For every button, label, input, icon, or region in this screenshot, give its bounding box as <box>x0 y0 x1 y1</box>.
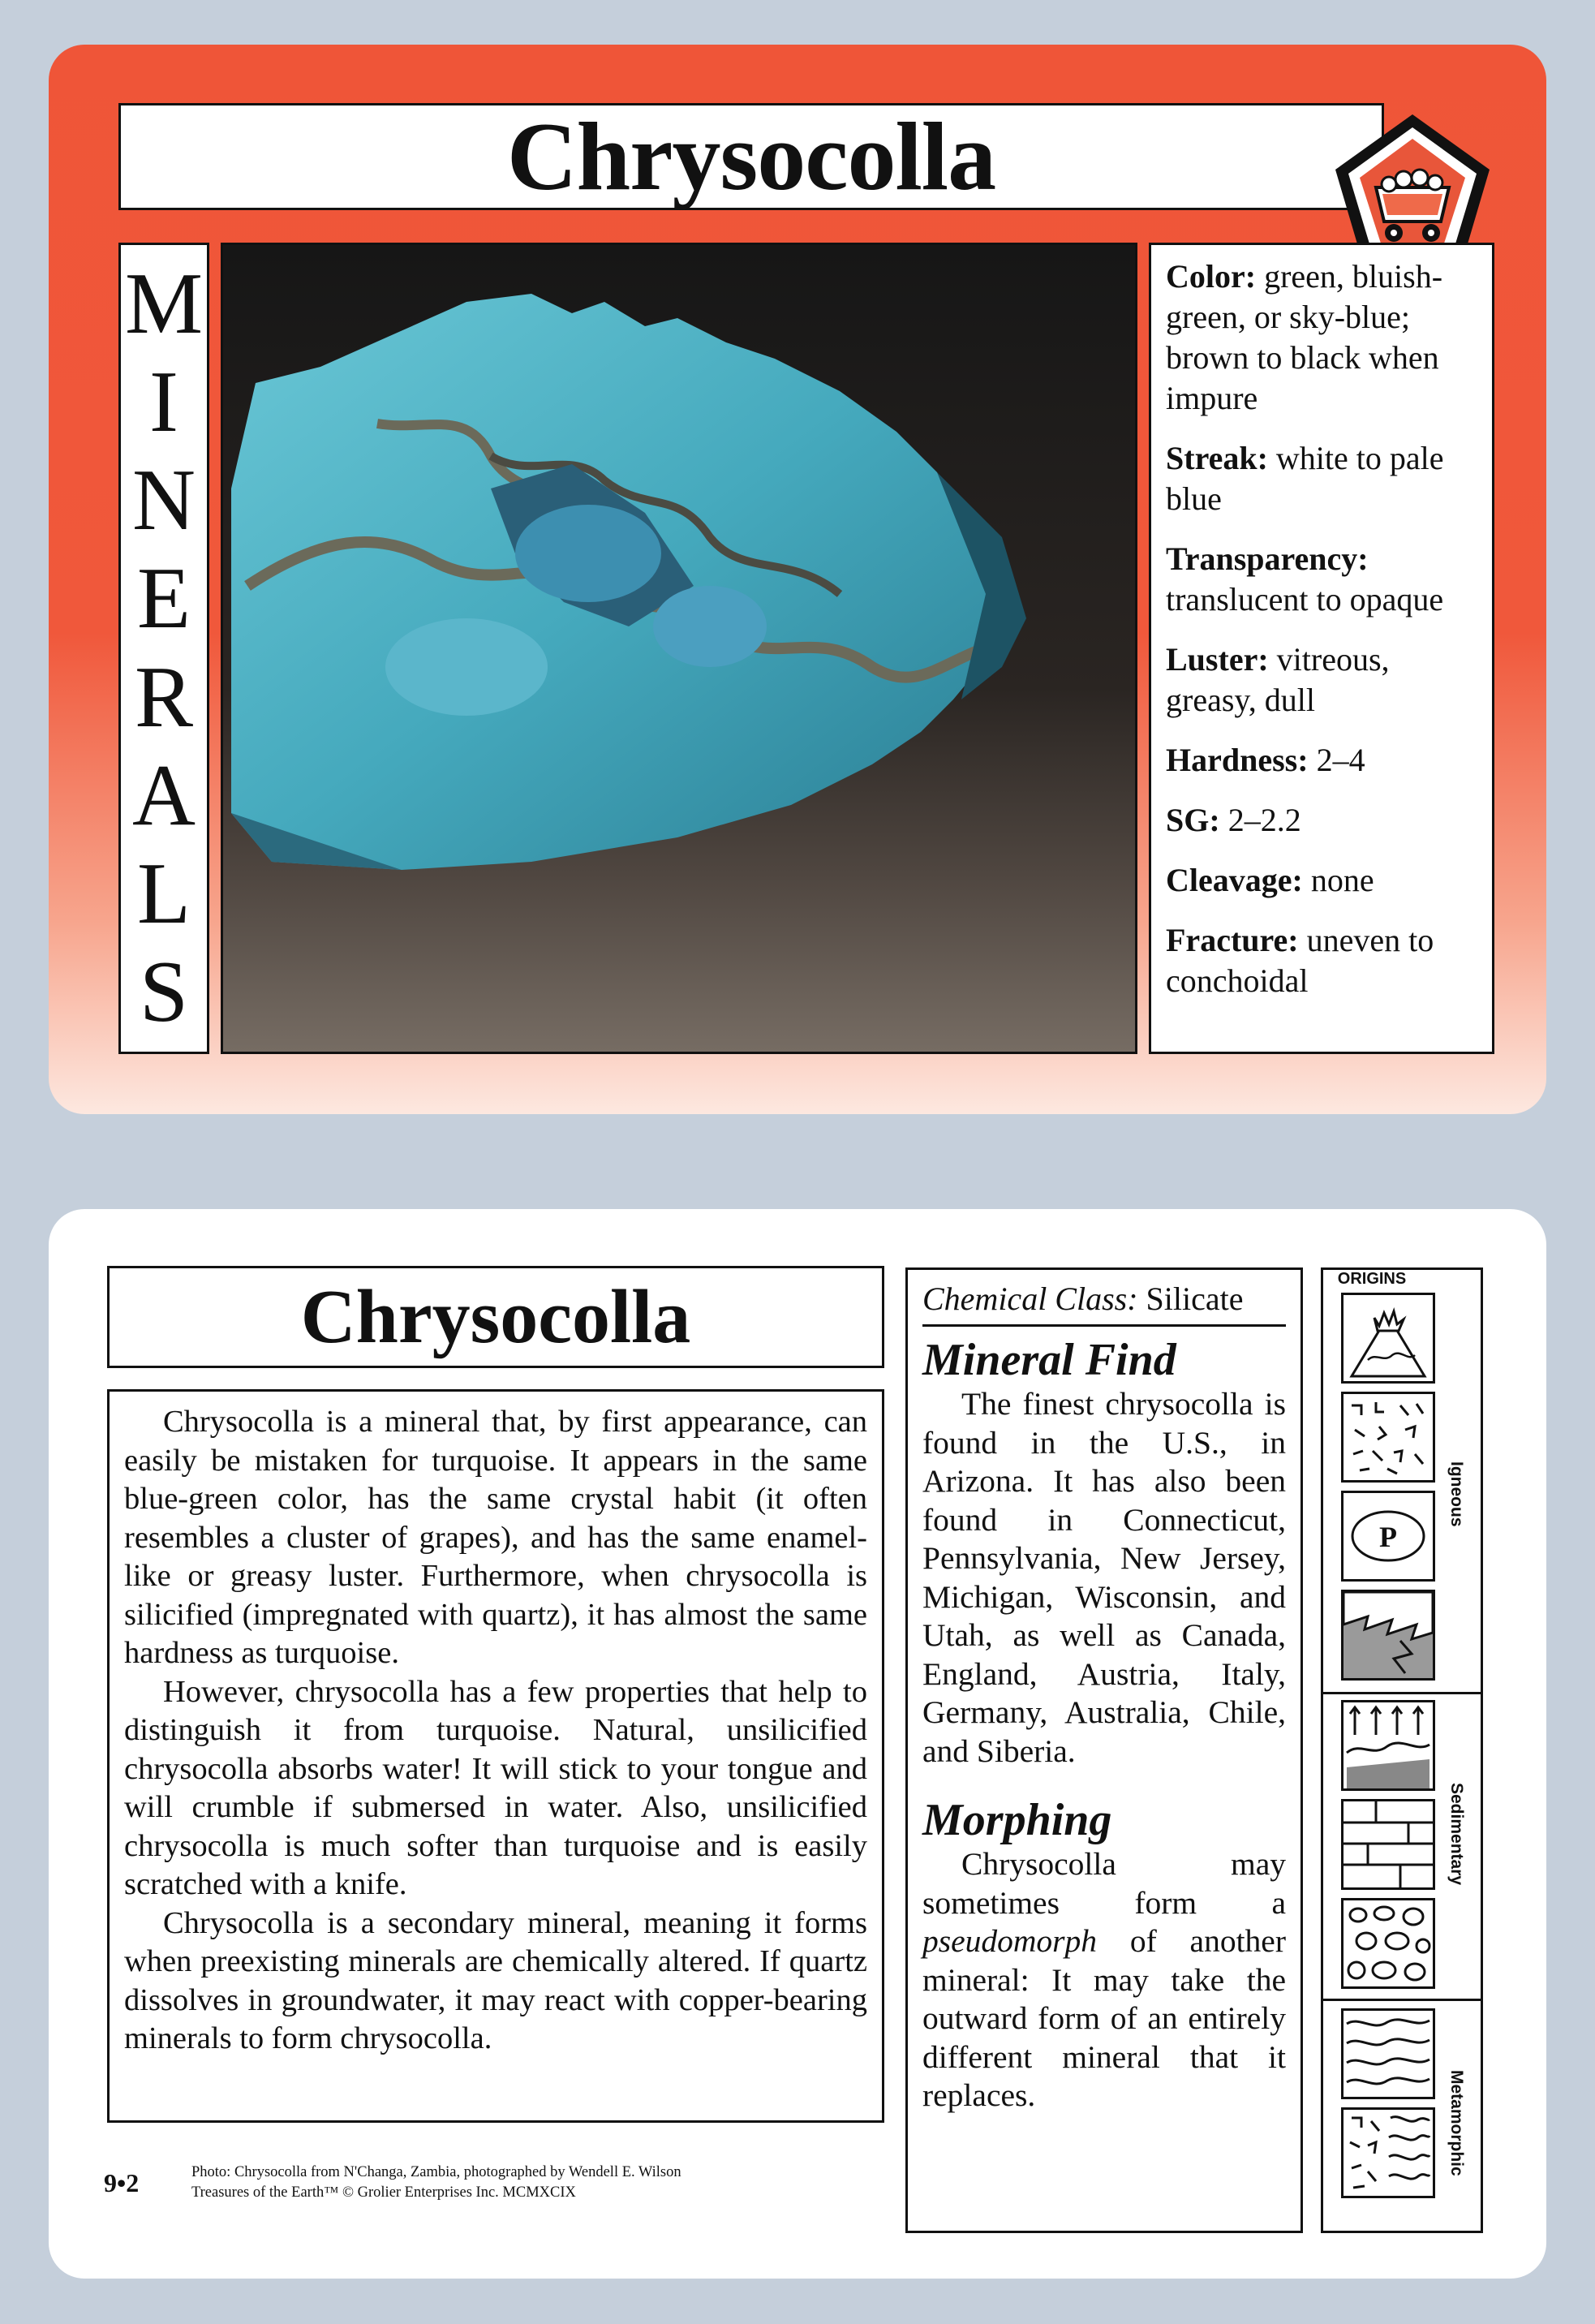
description-paragraph: However, chrysocolla has a few properties that help to distinguish it from turquoise. Natural, unsilicified chrysocolla absorbs water! It will stick to your tongue and will crumble if submersed in water. Also, unsilicified chrysocolla is much softer than turquoise and is easily scratched with a knife. <box>124 1674 867 1901</box>
property-color: Color: green, bluish-green, or sky-blue; brown to black when impure <box>1166 258 1443 416</box>
front-card <box>49 45 1546 1114</box>
category-letter: I <box>149 353 178 450</box>
back-card <box>49 1209 1546 2279</box>
category-letter: A <box>132 747 196 844</box>
metamorphic-label: Metamorphic <box>1447 2070 1466 2176</box>
info-column <box>905 1267 1303 2233</box>
origins-label: ORIGINS <box>1337 1270 1407 1288</box>
property-cleavage: Cleavage: none <box>1166 862 1374 898</box>
morphing-heading: Morphing <box>922 1795 1112 1845</box>
category-letter: R <box>134 648 194 746</box>
mineral-photo <box>221 243 1137 1054</box>
intrusion-icon <box>1341 1590 1435 1681</box>
photo-credit: Photo: Chrysocolla from N'Changa, Zambia, photographed by Wendell E. Wilson <box>191 2164 681 2180</box>
property-hardness: Hardness: 2–4 <box>1166 742 1365 778</box>
category-letter: M <box>124 255 204 352</box>
property-fracture: Fracture: uneven to conchoidal <box>1166 922 1434 999</box>
property-sg: SG: 2–2.2 <box>1166 802 1301 838</box>
property-streak: Streak: white to pale blue <box>1166 440 1444 517</box>
back-title: Chrysocolla <box>107 1266 884 1368</box>
chemical-class: Chemical Class: Silicate <box>922 1280 1286 1327</box>
mineral-find-heading: Mineral Find <box>922 1335 1176 1385</box>
description-text <box>107 1389 884 2123</box>
description-paragraph: Chrysocolla is a mineral that, by first appearance, can easily be mistaken for turquoise. It appears in the same blue-green color, has the same crystal habit (it often resembles a cluster of grapes), and has the same enamel-like or greasy luster. Furthermore, when chrysocolla is silicified (impregnated with quartz), it has almost the same hardness as turquoise. <box>124 1405 867 1670</box>
properties-panel <box>1149 243 1494 1054</box>
plutonic-mark: P <box>1379 1521 1397 1553</box>
category-letter: L <box>137 846 191 943</box>
origins-divider <box>1323 1999 1481 2001</box>
front-title: Chrysocolla <box>118 103 1384 210</box>
credits <box>191 2163 681 2203</box>
sediment-deposit-icon <box>1341 1700 1435 1791</box>
property-transparency: Transparency: translucent to opaque <box>1166 540 1444 618</box>
foliated-icon <box>1341 2008 1435 2099</box>
volcano-icon <box>1341 1293 1435 1384</box>
description-paragraph: Chrysocolla is a secondary mineral, meaning it forms when preexisting minerals are chemically altered. If quartz dissolves in groundwater, it may react with copper-bearing minerals to form chrysocolla. <box>124 1905 867 2055</box>
category-letter: E <box>137 550 191 648</box>
plutonic-icon <box>1341 1491 1435 1582</box>
category-letter: N <box>132 452 196 549</box>
property-luster: Luster: vitreous, greasy, dull <box>1166 641 1390 718</box>
mineral-find-text: The finest chrysocolla is found in the U.S., in Arizona. It has also been found in Connecticut, Pennsylvania, New Jersey, Michigan, Wisconsin, and Utah, as well as Canada, England, Austria, Italy, Germany, Australia, Chile, and Siberia. <box>922 1386 1286 1769</box>
category-label <box>118 243 209 1054</box>
sedimentary-label: Sedimentary <box>1447 1783 1466 1886</box>
layered-rock-icon <box>1341 1799 1435 1890</box>
origins-panel <box>1321 1267 1483 2233</box>
igneous-texture-icon <box>1341 1392 1435 1483</box>
origins-divider <box>1323 1692 1481 1694</box>
category-letter: S <box>139 944 189 1041</box>
conglomerate-icon <box>1341 1898 1435 1989</box>
igneous-label: Igneous <box>1447 1461 1466 1527</box>
copyright: Treasures of the Earth™ © Grolier Enterprises Inc. MCMXCIX <box>191 2184 576 2201</box>
card-number: 9•2 <box>104 2168 140 2197</box>
morphing-text: Chrysocolla may sometimes form a pseudomorph of another mineral: It may take the outward form of an entirely different mineral that it replaces. <box>922 1846 1286 2113</box>
metamorphic-texture-icon <box>1341 2107 1435 2198</box>
